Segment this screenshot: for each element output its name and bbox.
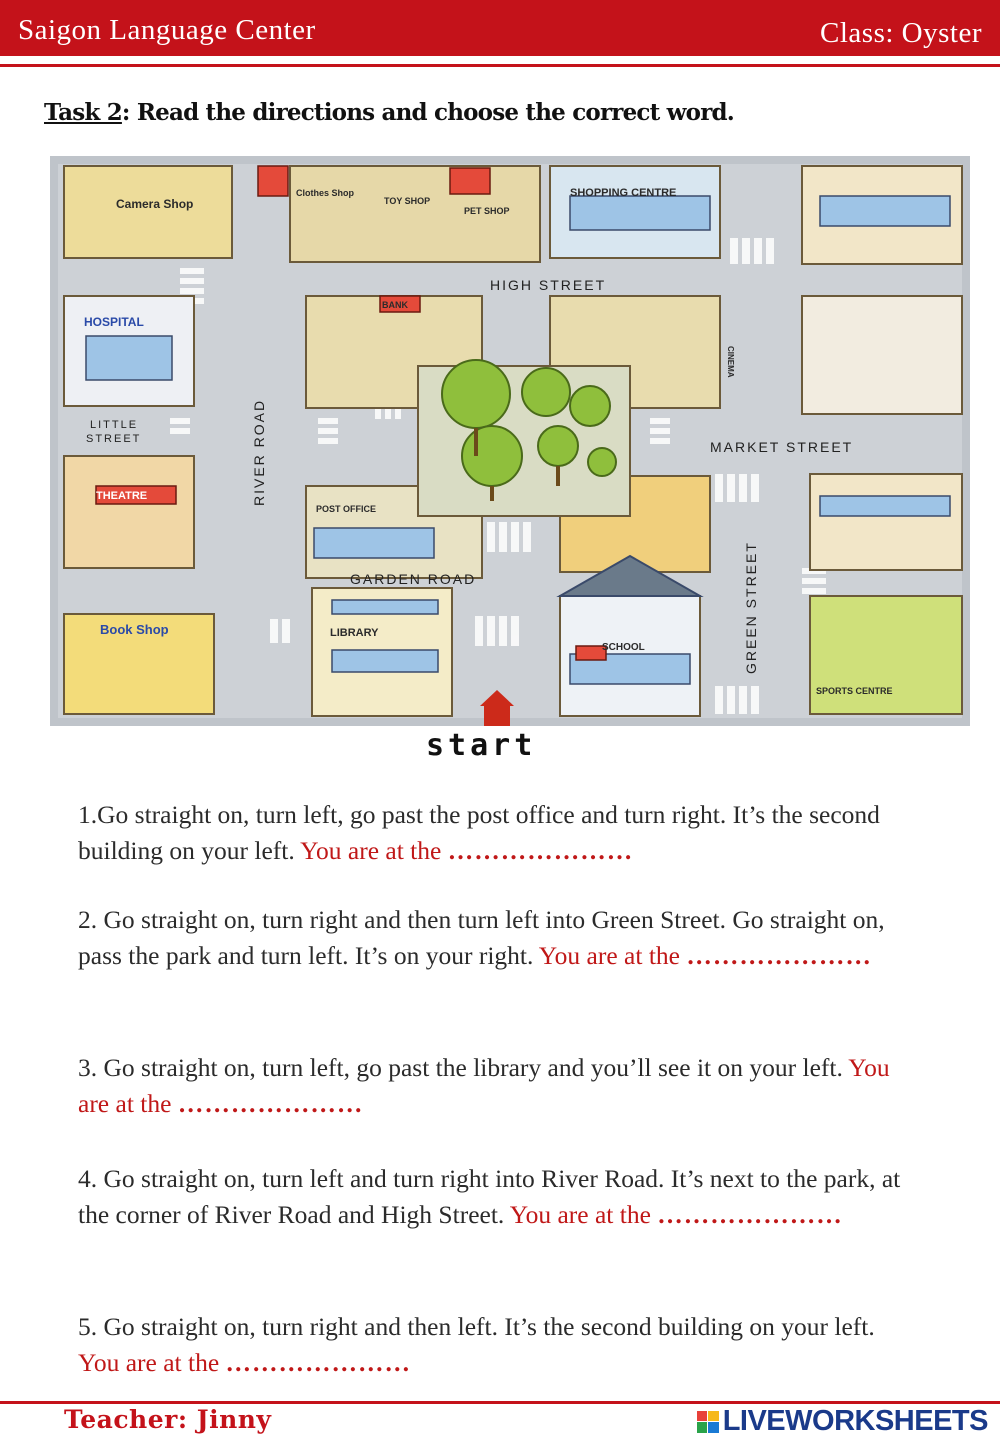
liveworksheets-logo-icon xyxy=(697,1411,719,1433)
footer-divider xyxy=(0,1401,1000,1404)
sports-centre-label: SPORTS CENTRE xyxy=(816,686,893,696)
green-street-label: GREEN STREET xyxy=(743,541,759,674)
task-instruction: : Read the directions and choose the correct word. xyxy=(121,99,734,126)
question-2-text: 2. Go straight on, turn right and then turn left into Green Street. Go straight on, pass the park and turn left. It’s on your right. xyxy=(78,905,885,970)
header-bar xyxy=(0,0,1000,56)
shopping-centre-label: SHOPPING CENTRE xyxy=(570,187,677,199)
answer-blank-1[interactable]: ………………… xyxy=(447,836,634,865)
start-label: start xyxy=(426,728,537,763)
camera-shop-label: Camera Shop xyxy=(116,197,194,211)
answer-blank-2[interactable]: ………………… xyxy=(686,941,872,970)
question-1-text: 1.Go straight on, turn left, go past the post office and turn right. It’s the second building on your left. xyxy=(78,800,880,865)
header-divider xyxy=(0,64,1000,67)
book-shop-label: Book Shop xyxy=(100,622,169,637)
river-road-label: RIVER ROAD xyxy=(251,398,267,506)
theatre-label: THEATRE xyxy=(96,490,148,502)
bank-label: BANK xyxy=(382,300,408,310)
question-4 xyxy=(78,1161,908,1233)
toy-shop-label: TOY SHOP xyxy=(384,196,431,206)
high-street-label: HIGH STREET xyxy=(490,277,607,293)
cinema-label: CINEMA xyxy=(726,346,735,378)
question-2-prompt: You are at the xyxy=(538,941,687,970)
task-label: Task 2 xyxy=(44,99,122,126)
task-heading xyxy=(44,99,734,126)
town-map xyxy=(50,156,970,726)
garden-road-label: GARDEN ROAD xyxy=(350,571,477,587)
little-street-label-1: LITTLE xyxy=(90,419,139,431)
brand-name: LIVEWORKSHEETS xyxy=(722,1405,988,1437)
market-street-label: MARKET STREET xyxy=(710,439,854,455)
liveworksheets-brand[interactable] xyxy=(697,1405,988,1438)
pet-shop-label: PET SHOP xyxy=(464,206,510,216)
post-office-label: POST OFFICE xyxy=(316,504,377,514)
school-name: Saigon Language Center xyxy=(18,14,316,46)
question-5 xyxy=(78,1309,908,1381)
question-1-prompt: You are at the xyxy=(300,836,448,865)
question-4-text: 4. Go straight on, turn left and turn right into River Road. It’s next to the park, at the corner of River Road and High Street. xyxy=(78,1164,901,1229)
question-3-text: 3. Go straight on, turn left, go past the library and you’ll see it on your left. xyxy=(78,1053,849,1082)
answer-blank-3[interactable]: ………………… xyxy=(177,1089,364,1118)
question-5-prompt: You are at the xyxy=(78,1348,226,1377)
question-5-text: 5. Go straight on, turn right and then left. It’s the second building on your left. xyxy=(78,1312,875,1341)
answer-blank-4[interactable]: ………………… xyxy=(657,1200,843,1229)
question-3-prompt: You are at the xyxy=(78,1053,890,1118)
library-label: LIBRARY xyxy=(330,627,379,639)
school-label: SCHOOL xyxy=(602,642,645,653)
question-2 xyxy=(78,902,908,974)
teacher-name: Teacher: Jinny xyxy=(64,1405,272,1434)
hospital-label: HOSPITAL xyxy=(84,315,144,329)
class-label: Class: Oyster xyxy=(820,17,982,49)
question-1 xyxy=(78,797,908,869)
question-4-prompt: You are at the xyxy=(509,1200,658,1229)
clothes-shop-label: Clothes Shop xyxy=(296,188,354,198)
question-3 xyxy=(78,1050,908,1122)
answer-blank-5[interactable]: ………………… xyxy=(225,1348,412,1377)
little-street-label-2: STREET xyxy=(86,433,142,445)
